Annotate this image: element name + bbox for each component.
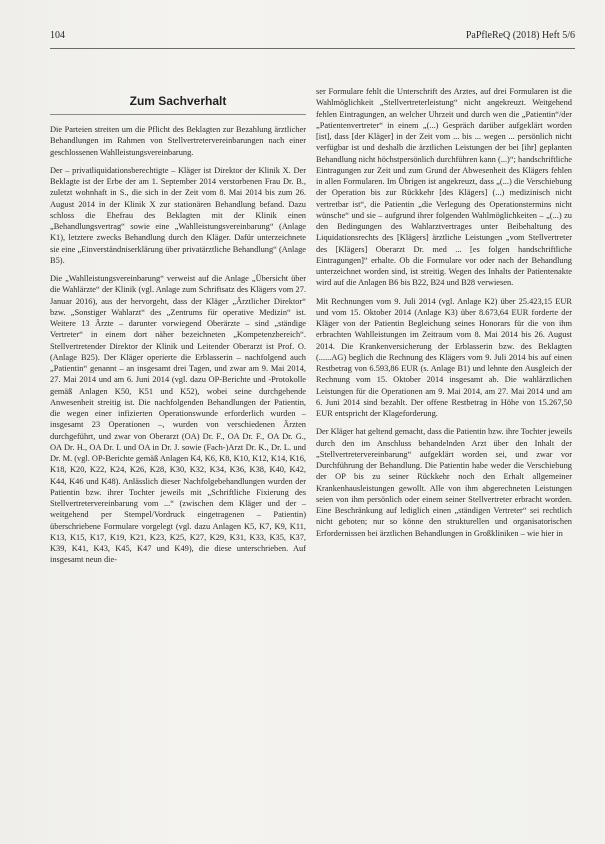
- page-number: 104: [50, 30, 65, 41]
- paragraph: Der – privatliquidationsberechtigte – Kläger ist Direktor der Klinik X. Der Beklagte ist der Erbe der am 1. September 2014 verstorbenen Frau Dr. B., zuletzt wohnhaft in S., die sich in der Zeit vom 8. Mai 2014 bis zum 26. August 2014 in der Klinik X zur stationären Behandlung befand. Dazu schloss die Ehefrau des Beklagten mit der Klinik einen „Behandlungsvertrag“ sowie eine „Wahlleistungsvereinbarung“ (Anlage K1), letztere zwecks Behandlung durch den Kläger. Dafür unterzeichnete sie eine „Einverständniserklärung über privatärztliche Behandlung“ (Anlage B5).: [50, 165, 306, 265]
- section-title: Zum Sachverhalt: [129, 94, 227, 108]
- paragraph: ser Formulare fehlt die Unterschrift des Arztes, auf drei Formularen ist die Wahlmöglichkeit „Stellvertreterleistung“ nicht angekreuzt. Weitgehend fehlen Eintragungen, an welcher Uhrzeit und durch wen die „Patientin“/der „Patientenvertreter“ in einem „(...) Gespräch darüber aufgeklärt worden [ist], dass [der Kläger] in der Zeit vom ... bis ... wegen ... persönlich nicht verfügbar ist und deshalb die ärztlichen Leistungen der bei [ihr] geplanten Behandlung nicht höchstpersönlich durchführen kann (...)“; handschriftliche Eintragungen zur Zeit und zum Grund der Abwesenheit des Klägers fehlen in allen Formularen. Im Übrigen ist angekreuzt, dass „(...) die Verschiebung der Operation bis zur Rückkehr [des Klägers] (...) medizinisch nicht vertretbar ist“, die Patientin „die Verlegung des Operationstermins nicht wünsche“ und sie – aufgrund ihrer folgenden Wahlmöglichkeiten – „(...) zu den Bedingungen des Wahlarztvertrages unter Beibehaltung des Liquidationsrechts des [Klägers] ärztliche Leistungen „vom Stellvertreter des [Klägers] Oberarzt Dr. med ... [es folgen handschriftliche Eintragungen]“ erhalte. Ob die Formulare vor oder nach der Behandlung unterzeichnet worden sind, ist streitig. Wegen des Inhalts der Patientenakte wird auf die Anlagen B6 bis B22, B24 und B28 verwiesen.: [316, 87, 572, 288]
- left-column: [50, 124, 306, 573]
- paragraph: Die „Wahlleistungsvereinbarung“ verweist auf die Anlage „Übersicht über die Wahlärzte“ der Klinik (vgl. Anlage zum Schriftsatz des Klägers vom 27. Januar 2016), aus der hervorgeht, dass der Kläger „Ärztlicher Direktor“ bzw. „Sonstiger Wahlarzt“ des „Zentrums für operative Medizin“ ist. Weitere 13 Ärzte – darunter vorwiegend Oberärzte – sind „ständige Vertreter“ in einem dort näher bezeichneten „Kompetenzbereich“. Stellvertretender Direktor der Klinik und Leitender Oberarzt ist Prof. O. (Anlage B25). Der Kläger operierte die Erblasserin – nachfolgend auch „Patientin“ genannt – an insgesamt drei Tagen, und zwar am 9. Mai 2014, 27. Mai 2014 und am 6. Juni 2014 (vgl. dazu OP-Berichte und -Protokolle gemäß Anlagen K50, K51 und K52), wobei seine durchgehende Anwesenheit streitig ist. Die nachfolgenden Behandlungen der Patientin, die wegen einer infizierten Operationswunde erforderlich wurden – insgesamt 23 Operationen –, wurden von verschiedenen Ärzten durchgeführt, und zwar von Oberarzt (OA) Dr. F., OA Dr. F., OA Dr. G., OA Dr. H., OA Dr. I. und OA in Dr. J. sowie (Fach-)Arzt Dr. K., Dr. L. und Dr. M. (vgl. OP-Berichte gemäß Anlagen K4, K6, K8, K10, K12, K14, K16, K18, K20, K22, K24, K26, K28, K30, K32, K34, K36, K38, K40, K42, K44, K46 und K48). Anlässlich dieser Nachfolgebehandlungen wurden der Patientin bzw. ihrer Tochter jeweils mit „Schriftliche Fixierung des Stellvertretervereinbarung vom ...“ (zwischen dem Kläger und der – weitgehend per Stempel/Vordruck eingetragenen – Patientin) überschriebene Formulare vorgelegt (vgl. dazu Anlagen K5, K7, K9, K11, K13, K15, K17, K19, K21, K23, K25, K27, K29, K31, K33, K35, K37, K39, K41, K43, K45, K47 und K49), die diese unterschrieben. Auf insgesamt neun die-: [50, 274, 306, 565]
- paragraph: Die Parteien streiten um die Pflicht des Beklagten zur Bezahlung ärztlicher Behandlungen im Rahmen von Stellvertretervereinbarungen nach einer geschlossenen Wahlleistungsvereinbarung.: [50, 125, 306, 157]
- right-column: [316, 86, 572, 546]
- section-rule: [50, 114, 306, 115]
- page-header: [50, 30, 575, 44]
- paragraph: Der Kläger hat geltend gemacht, dass die Patientin bzw. ihre Tochter jeweils durch den im Anschluss behandelnden Arzt über den Inhalt der „Stellvertretervereinbarung“ aufgeklärt worden sei, und zwar vor Durchführung der Behandlung. Die Patientin habe weder die Verschiebung der OP bis zu seiner Rückkehr noch den Erhalt allgemeiner Krankenhausleistungen gewollt. Alle von ihm abgerechneten Leistungen seien von ihm persönlich oder einem seiner Stellvertreter erbracht worden. Eine Beschränkung auf lediglich einen „ständigen Vertreter“ sei rechtlich nicht geboten; nur so könne den strukturellen und organisatorischen Erfordernissen bei ärztlichen Behandlungen in Großkliniken – wie hier in: [316, 427, 572, 538]
- journal-reference: PaPfleReQ (2018) Heft 5/6: [465, 30, 575, 41]
- paragraph: Mit Rechnungen vom 9. Juli 2014 (vgl. Anlage K2) über 25.423,15 EUR und vom 15. Oktober 2014 (Anlage K3) über 8.673,64 EUR forderte der Kläger von der Patientin Begleichung seines Honorars für die von ihm erbrachten Wahlleistungen im Zeitraum vom 8. Mai 2014 bis 26. August 2014. Die Krankenversicherung der Erblasserin bzw. des Beklagten (......AG) beglich die Rechnung des Klägers vom 9. Juli 2014 bis auf einen Restbetrag von 6.593,86 EUR (s. Anlage B1) und lehnte den Ausgleich der Rechnung vom 15. Oktober 2014 insgesamt ab. Die wahlärztlichen Leistungen für die Operationen am 9. Mai 2014, am 27. Mai 2014 und am 6. Juni 2014 sind bezahlt. Der offene Restbetrag in Höhe von 15.267,50 EUR entspricht der Klageforderung.: [316, 296, 572, 418]
- header-rule: [50, 48, 575, 49]
